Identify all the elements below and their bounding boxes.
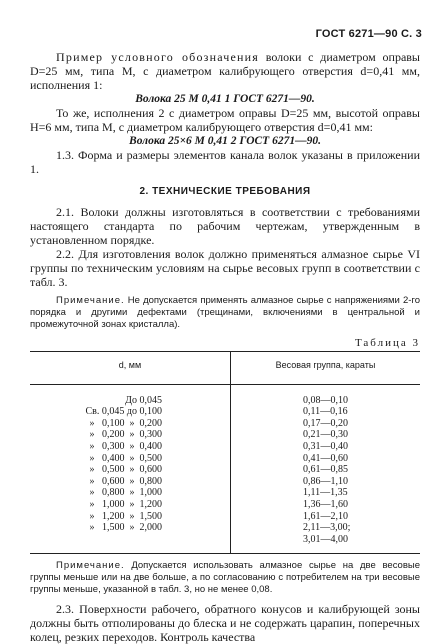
cell-d: » 1,200 » 1,500: [89, 510, 162, 522]
paragraph-2-1: 2.1. Волоки должны изготовляться в соответствии с требованиями настоящего стандарта по рабочим чертежам, утвержденным в установленном порядке.: [30, 205, 420, 247]
cell-d: » 0,800 » 1,000: [89, 487, 162, 499]
note-1: [30, 295, 420, 331]
cell-weight: 0,11—0,16: [303, 406, 348, 418]
cell-weight: 0,86—1,10: [303, 475, 348, 487]
table-row: [30, 464, 420, 476]
table-row: [30, 499, 420, 511]
table-header-weight: Весовая группа, караты: [231, 352, 421, 385]
table-row: [30, 406, 420, 418]
note-2-label: Примечание.: [56, 560, 125, 572]
cell-weight: 0,21—0,30: [303, 429, 348, 441]
note-2-text: Допускается использовать алмазное сырье на две весовые группы меньше или на две больше, а по согласованию с потребителем на три весовые группы меньше, указанной в табл. 3, но не менее 0,08.: [30, 560, 420, 596]
cell-weight: 0,31—0,40: [303, 440, 348, 452]
example-lead: Пример условного обозначения: [56, 50, 259, 64]
cell-d: Св. 0,045 до 0,100: [85, 406, 162, 418]
cell-weight: 3,01—4,00: [231, 534, 421, 554]
designation-1: Волока 25 М 0,41 1 ГОСТ 6271—90.: [135, 93, 315, 105]
page-header: ГОСТ 6271—90 С. 3: [315, 28, 422, 40]
section-title: 2. ТЕХНИЧЕСКИЕ ТРЕБОВАНИЯ: [139, 186, 311, 197]
data-table: [30, 351, 420, 554]
cell-weight: 0,41—0,60: [303, 452, 348, 464]
cell-d: » 1,000 » 1,200: [89, 498, 162, 510]
cell-d: » 0,500 » 0,600: [89, 464, 162, 476]
table-row: [30, 384, 420, 406]
table-row: [30, 429, 420, 441]
table-row: [30, 418, 420, 430]
table-header-row: [30, 352, 420, 385]
designation-2: Волока 25×6 М 0,41 2 ГОСТ 6271—90.: [129, 135, 321, 147]
cell-weight: 1,11—1,35: [303, 487, 348, 499]
note-2: [30, 560, 420, 596]
cell-d: » 0,400 » 0,500: [89, 452, 162, 464]
note-1-label: Примечание.: [56, 295, 125, 306]
table-row: [30, 453, 420, 465]
table-header-d: d, мм: [30, 352, 231, 385]
table-caption: Таблица 3: [354, 337, 420, 349]
table-row: [30, 487, 420, 499]
page-content: [30, 50, 420, 644]
note-1-text: Не допускается применять алмазное сырье с напряжениями 2-го порядка и другими дефектами (трещинами, включениями в центральной и промежуточной зонах кристалла).: [30, 295, 420, 330]
table-row: [30, 534, 420, 554]
cell-d: » 0,300 » 0,400: [89, 440, 162, 452]
cell-weight: 0,08—0,10: [303, 394, 348, 406]
paragraph-2-3: 2.3. Поверхности рабочего, обратного конусов и калибрующей зоны должны быть отполированы до блеска и не содержать царапин, поперечных колец, резких переходов. Контроль качества: [30, 602, 420, 644]
cell-weight: 2,11—3,00;: [303, 522, 351, 534]
paragraph-1-3: 1.3. Форма и размеры элементов канала волок указаны в приложении 1.: [30, 148, 420, 176]
table-row: [30, 441, 420, 453]
cell-d: » 0,600 » 0,800: [89, 475, 162, 487]
cell-weight: 1,61—2,10: [303, 510, 348, 522]
paragraph-2-2: 2.2. Для изготовления волок должно применяться алмазное сырье VI группы по техническим условиям на сырье весовых групп в соответствии с табл. 3.: [30, 247, 420, 289]
cell-d: » 0,100 » 0,200: [89, 417, 162, 429]
cell-weight: 0,17—0,20: [303, 417, 348, 429]
example-text: волоки с диаметром оправы D=25 мм, типа М, с диаметром калибрующего отверстия d=0,41 мм, исполнения 1:: [30, 50, 420, 92]
cell-d: » 0,200 » 0,300: [89, 429, 162, 441]
table-row: [30, 522, 420, 534]
cell-weight: 1,36—1,60: [303, 498, 348, 510]
paragraph-example: [30, 50, 420, 92]
cell-d: » 1,500 » 2,000: [89, 522, 162, 534]
table-row: [30, 476, 420, 488]
cell-d: До 0,045: [125, 394, 162, 406]
cell-weight: 0,61—0,85: [303, 464, 348, 476]
table-row: [30, 511, 420, 523]
paragraph-same: То же, исполнения 2 с диаметром оправы D=25 мм, высотой оправы H=6 мм, типа М, с диаметром калибрующего отверстия d=0,41 мм:: [30, 106, 420, 134]
